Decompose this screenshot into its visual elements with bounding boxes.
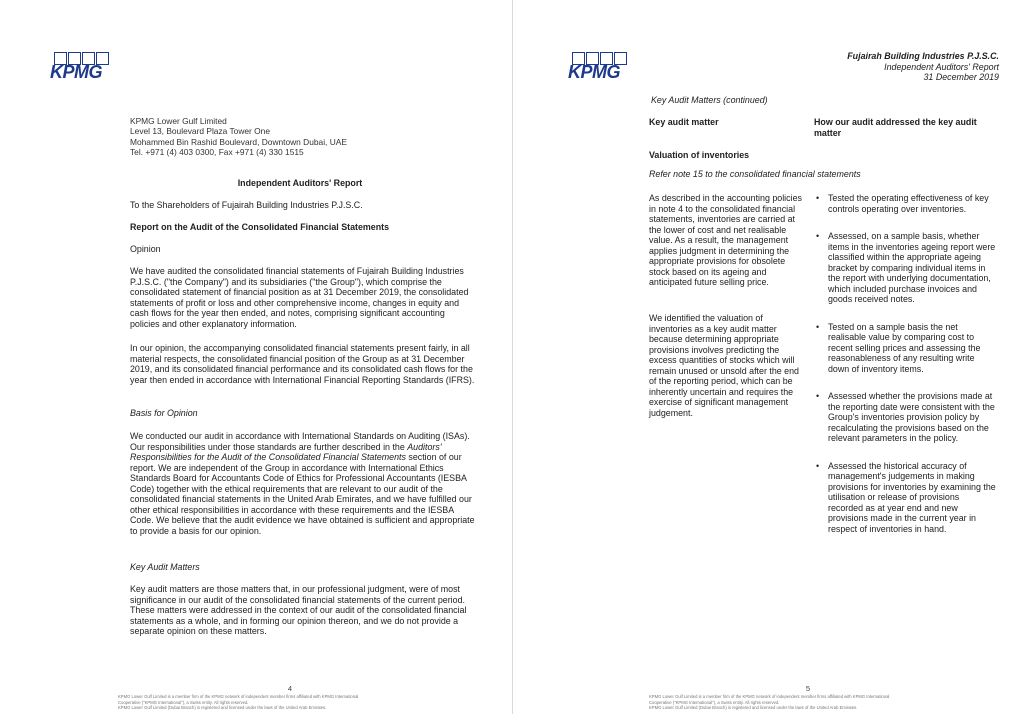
matter-paragraph-1: As described in the accounting policies in note 4 to the consolidated financial statements, inventories are carried at the lower of cost and net realisable value. As a result, the management applies judgment in determining the appropriate provisions for obsolete stock based on its ageing and anticipated future selling price. [649, 193, 802, 287]
procedure-item: • Assessed, on a sample basis, whether items in the inventories ageing report were classified within the appropriate ageing bracket by comparing individual items in the report with underlying documentation, which included purchase invoices and goods received notes. [816, 231, 996, 305]
page-number: 4 [287, 684, 293, 693]
basis-paragraph [130, 431, 475, 536]
header-date: 31 December 2019 [923, 72, 999, 82]
opinion-heading: Opinion [130, 244, 161, 254]
matter-paragraph-2: We identified the valuation of inventories as a key audit matter because determining appropriate provisions involves predicting the excess quantities of stocks which will remain unused or unsold after the end of the reporting period, which can be inherently uncertain and requires the exercise of significant management judgement. [649, 313, 799, 418]
footer-line: KPMG Lower Gulf Limited is a member firm of the KPMG network of independent member firms affiliated with KPMG International [649, 694, 890, 699]
kpmg-logo [568, 52, 628, 82]
footer-line: Cooperative ("KPMG International"), a Swiss entity. All rights reserved. [649, 699, 780, 705]
page-number: 5 [805, 684, 811, 693]
procedure-item: • Assessed the historical accuracy of management's judgements in making provisions for inventories by examining the utilisation or release of provisions recorded as at year end and new provisions made in the current year in respect of inventories in hand. [816, 461, 996, 535]
kpmg-logo-text: KPMG [568, 62, 620, 82]
audit-procedures-list [816, 193, 996, 543]
kam-continued: Key Audit Matters (continued) [651, 95, 768, 105]
header-company: Fujairah Building Industries P.J.S.C. [847, 51, 999, 61]
procedure-item: • Tested on a sample basis the net realisable value by comparing cost to recent selling prices and assessing the reasonableness of any resulting write down of inventory items. [816, 322, 996, 375]
procedure-item: • Assessed whether the provisions made at the reporting date were consistent with the Group's inventories provision policy by recalculating the provisions based on the relevant parameters in the policy. [816, 391, 996, 444]
footer-line: KPMG Lower Gulf Limited is a member firm of the KPMG network of independent member firms affiliated with KPMG International [118, 694, 359, 699]
opinion-paragraph-2: In our opinion, the accompanying consolidated financial statements present fairly, in all material respects, the consolidated financial position of the Group as at 31 December 2019, and its consolidated financial performance and its consolidated cash flows for the year then ended in accordance with International Financial Reporting Standards (IFRS). [130, 343, 475, 385]
firm-address [130, 116, 430, 158]
header-report: Independent Auditors' Report [884, 61, 999, 72]
basis-text-italic: Auditors' Responsibilities for the Audit of the Consolidated Financial Statements [130, 441, 442, 462]
refer-note: Refer note 15 to the consolidated financial statements [649, 169, 861, 179]
addressee-line: To the Shareholders of Fujairah Building Industries P.J.S.C. [130, 200, 363, 210]
footer-line: KPMG Lower Gulf Limited (Dubai Branch) is registered and licensed under the laws of the United Arab Emirates. [118, 705, 327, 710]
footer-line: KPMG Lower Gulf Limited (Dubai Branch) is registered and licensed under the laws of the United Arab Emirates. [649, 705, 858, 710]
valuation-heading: Valuation of inventories [649, 150, 750, 160]
address-line: Mohammed Bin Rashid Boulevard, Downtown Dubai, UAE [130, 136, 347, 147]
address-line: Level 13, Boulevard Plaza Tower One [130, 126, 270, 137]
address-line: Tel. +971 (4) 403 0300, Fax +971 (4) 330 1515 [130, 147, 304, 158]
section-heading: Report on the Audit of the Consolidated Financial Statements [130, 222, 390, 232]
col-heading-response: How our audit addressed the key audit matter [814, 117, 977, 138]
page-5 [513, 0, 1024, 714]
kam-paragraph: Key audit matters are those matters that, in our professional judgment, were of most significance in our audit of the consolidated financial statements of the current period. These matters were addressed in the context of our audit of the consolidated financial statements as a whole, and in forming our opinion thereon, and we do not provide a separate opinion on these matters. [130, 584, 467, 636]
report-title: Independent Auditors' Report [237, 178, 363, 188]
running-header [763, 51, 999, 83]
opinion-paragraph-1: We have audited the consolidated financial statements of Fujairah Building Industries P.J.S.C. ("the Company") and its subsidiaries ("the Group"), which comprise the consolidated statement of financial position as at 31 December 2019, the consolidated statements of profit or loss and other comprehensive income, changes in equity and cash flows for the year then ended, and notes, comprising significant accounting policies and other explanatory information. [130, 266, 469, 329]
basis-heading: Basis for Opinion [130, 408, 198, 418]
address-line: KPMG Lower Gulf Limited [130, 116, 227, 126]
procedure-item: • Tested the operating effectiveness of key controls operating over inventories. [816, 193, 996, 214]
basis-text-b: section of our report. We are independent of the Group in accordance with International Ethics Standards Board for Accountants Code of Ethics for Professional Accountants (IESBA Code) together with the ethical requirements that are relevant to our audit of the consolidated financial statements in the United Arab Emirates, and we have fulfilled our other ethical responsibilities in accordance with these requirements and the IESBA Code. We believe that the audit evidence we have obtained is sufficient and appropriate to provide a basis for our opinion. [130, 452, 475, 536]
basis-text-a: We conducted our audit in accordance with International Standards on Auditing (ISAs). Our responsibilities under those standards are further described in the [130, 431, 470, 452]
col-heading-matter: Key audit matter [649, 117, 719, 127]
kam-heading: Key Audit Matters [130, 562, 200, 572]
footer [649, 694, 949, 711]
kpmg-logo-text: KPMG [50, 62, 102, 82]
footer-line: Cooperative ("KPMG International"), a Swiss entity. All rights reserved. [118, 699, 249, 705]
footer [118, 694, 418, 711]
kpmg-logo [50, 52, 110, 82]
